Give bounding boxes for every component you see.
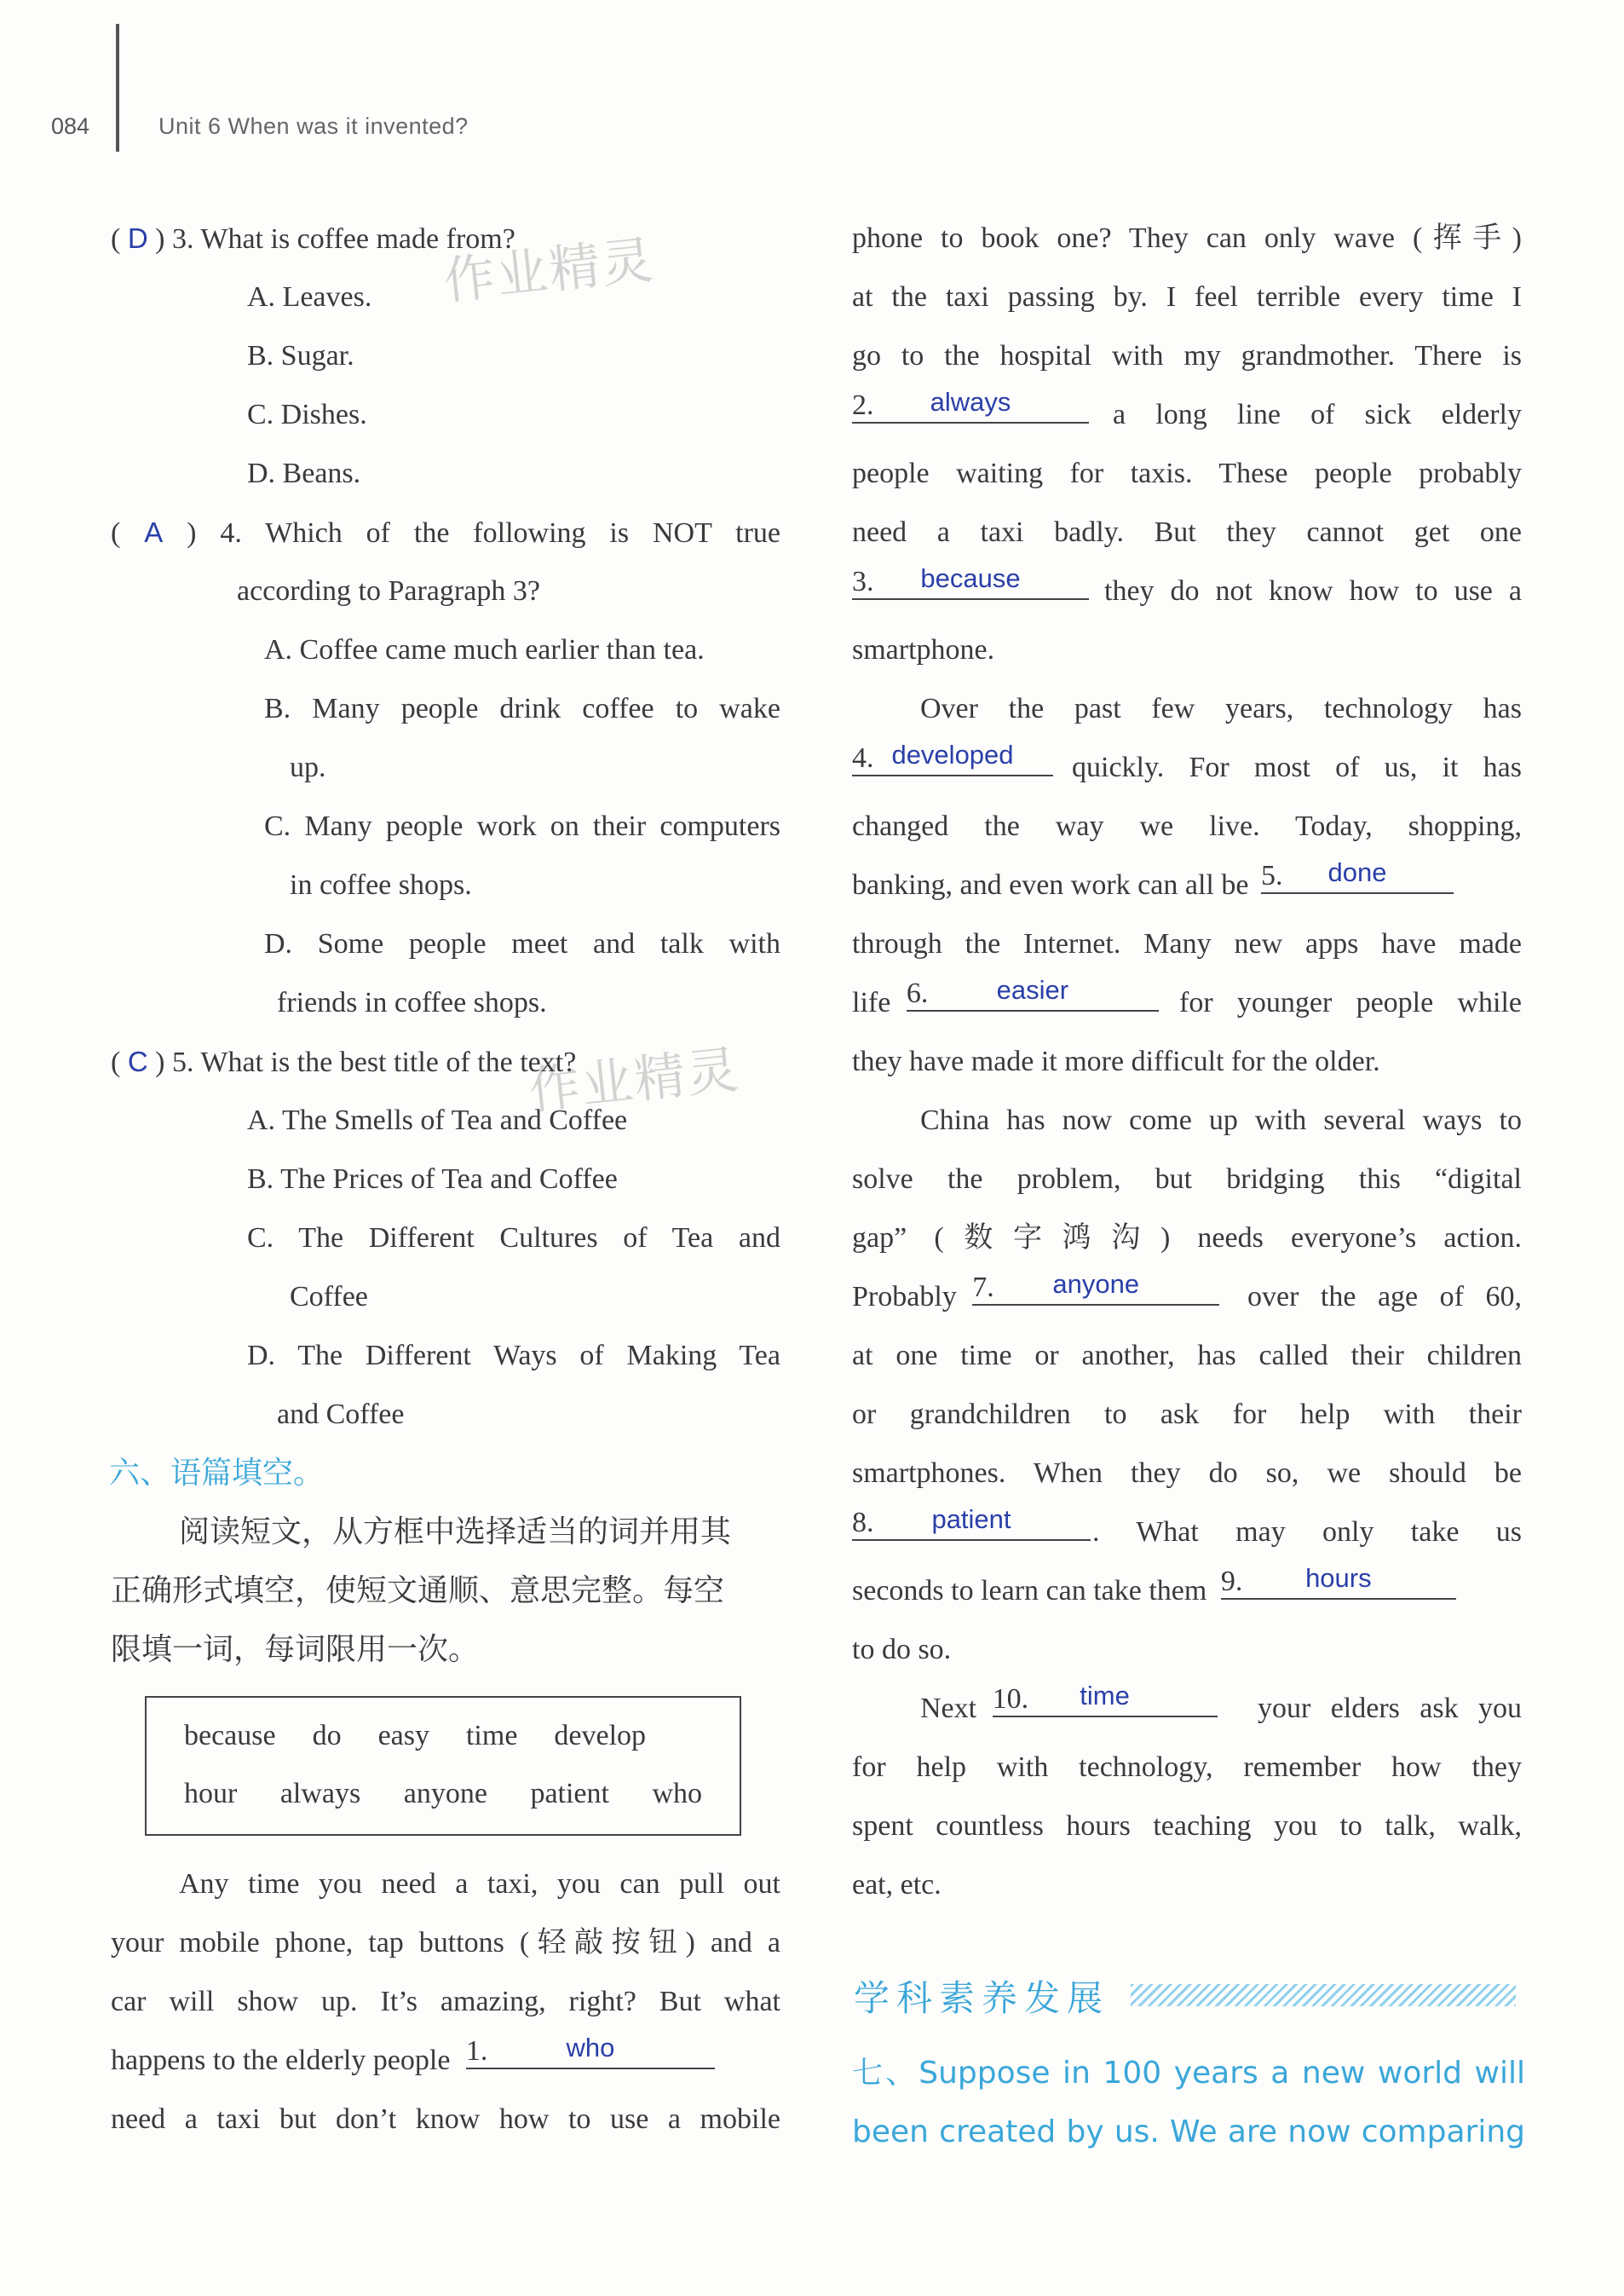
passage-line: solve the problem, but bridging this “digital [852, 1163, 1522, 1195]
question-3: ( D ) 3. What is coffee made from? [111, 222, 515, 255]
option-cont: up. [290, 752, 326, 783]
passage-text: quickly. For most of us, it has [1072, 752, 1522, 783]
word: because [184, 1720, 276, 1751]
blank-number: 2. [852, 389, 874, 421]
blank-answer: patient [931, 1504, 1011, 1534]
word: develop [554, 1720, 647, 1751]
passage-text: seconds to learn can take them [852, 1575, 1207, 1607]
option: C. Many people work on their computers [264, 811, 780, 842]
blank-6[interactable] [907, 976, 1159, 1012]
word: always [279, 1778, 361, 1809]
passage-line: need a taxi but don’t know how to use a mobile [111, 2103, 780, 2135]
passage-text: your elders ask you [1258, 1693, 1522, 1724]
blank-answer: anyone [1052, 1269, 1140, 1299]
passage-line: your mobile phone, tap buttons (轻敲按钮) and a [111, 1927, 780, 1959]
blank-number: 9. [1220, 1566, 1243, 1597]
question-3-text: ) 3. What is coffee made from? [155, 223, 515, 255]
passage-line: to do so. [852, 1634, 952, 1665]
question-4-text: ) 4. Which of the following is NOT true [187, 517, 780, 549]
answer-q5: C [127, 1046, 148, 1077]
option: C. Dishes. [247, 399, 367, 430]
option: D. Beans. [247, 458, 361, 489]
section-6-title: 六、语篇填空。 [109, 1456, 325, 1491]
option: B. Sugar. [247, 340, 354, 372]
passage-line: need a taxi badly. But they cannot get one [852, 516, 1522, 548]
word: who [652, 1778, 703, 1809]
question-7-line: 七、Suppose in 100 years a new world will [852, 2056, 1525, 2091]
option-cont: and Coffee [277, 1399, 405, 1430]
option: B. The Prices of Tea and Coffee [247, 1163, 618, 1195]
band-title: 学科素养发展 [854, 1977, 1110, 2019]
blank-8[interactable] [852, 1505, 1091, 1541]
option: A. The Smells of Tea and Coffee [247, 1105, 628, 1136]
option: D. Some people meet and talk with [264, 928, 780, 960]
passage-text: Next [920, 1693, 977, 1724]
passage-text: Probably [852, 1281, 957, 1312]
blank-number: 3. [852, 566, 874, 597]
blank-7[interactable] [972, 1270, 1219, 1306]
blank-10[interactable] [993, 1682, 1218, 1717]
passage-line-blank-1 [111, 2031, 780, 2090]
unit-title: Unit 6 When was it invented? [158, 113, 469, 139]
right-column [852, 209, 1522, 1914]
passage-line: spent countless hours teaching you to talk, walk, [852, 1810, 1522, 1842]
passage-line: changed the way we live. Today, shopping, [852, 811, 1522, 842]
answer-q3: D [127, 222, 148, 254]
passage-line: smartphone. [852, 634, 995, 666]
passage-line: they have made it more difficult for the older. [852, 1046, 1380, 1077]
question-4-line2: according to Paragraph 3? [237, 575, 540, 607]
blank-answer: hours [1305, 1563, 1372, 1593]
blank-3[interactable] [852, 564, 1089, 600]
passage-line: car will show up. It’s amazing, right? But what [111, 1986, 780, 2017]
passage-text: a long line of sick elderly [1113, 399, 1522, 430]
passage-line: Over the past few years, technology has [920, 693, 1522, 724]
blank-number: 7. [972, 1272, 994, 1303]
passage-line: people waiting for taxis. These people probably [852, 458, 1522, 489]
instruction: 阅读短文，从方框中选择适当的词并用其 [179, 1514, 732, 1549]
option: C. The Different Cultures of Tea and [247, 1222, 780, 1254]
left-column [111, 209, 780, 2149]
option-cont: Coffee [290, 1281, 368, 1312]
blank-number: 10. [992, 1683, 1029, 1715]
page-number: 084 [51, 113, 90, 139]
blank-answer: always [930, 387, 1011, 417]
word: easy [377, 1720, 429, 1751]
blank-number: 8. [852, 1507, 874, 1538]
passage-line: eat, etc. [852, 1869, 942, 1901]
watermark: 作业精灵 [441, 230, 658, 312]
blank-answer: done [1327, 857, 1387, 887]
answer-q4: A [144, 516, 164, 548]
passage-line: Any time you need a taxi, you can pull out [179, 1868, 780, 1900]
word: time [465, 1720, 518, 1751]
instruction: 限填一词，每词限用一次。 [111, 1632, 480, 1667]
passage-line-blank-8 [852, 1503, 1522, 1561]
word: patient [530, 1778, 609, 1809]
passage-line: for help with technology, remember how they [852, 1751, 1522, 1783]
passage-line-blank-5 [852, 856, 1522, 914]
blank-2[interactable] [852, 388, 1089, 424]
blank-1[interactable] [466, 2034, 715, 2069]
passage-line: or grandchildren to ask for help with their [852, 1399, 1522, 1430]
blank-number: 4. [852, 742, 874, 774]
passage-line: at one time or another, has called their children [852, 1340, 1522, 1371]
blank-number: 6. [906, 978, 929, 1009]
option: B. Many people drink coffee to wake [264, 693, 780, 724]
option-cont: in coffee shops. [290, 869, 472, 901]
passage-line: go to the hospital with my grandmother. There is [852, 340, 1522, 372]
passage-line-blank-4 [852, 738, 1522, 797]
passage-text: life [852, 987, 891, 1018]
band-stripe [1131, 1984, 1516, 2006]
passage-text: happens to the elderly people [111, 2045, 451, 2076]
passage-line-blank-9 [852, 1561, 1522, 1620]
word: hour [184, 1778, 238, 1809]
passage-line: phone to book one? They can only wave (挥手) [852, 222, 1522, 254]
word-box-row [184, 1715, 646, 1757]
question-7-line: been created by us. We are now comparing [852, 2114, 1525, 2149]
passage-text: they do not know how to use a [1104, 575, 1522, 607]
passage-text: banking, and even work can all be [852, 869, 1249, 901]
passage-line-blank-10 [852, 1679, 1522, 1738]
section-band [854, 1967, 1518, 2018]
passage-line-blank-7 [852, 1267, 1522, 1326]
word-box-row [184, 1773, 702, 1815]
header-rule [116, 24, 119, 152]
blank-answer: time [1080, 1681, 1130, 1710]
passage-line: through the Internet. Many new apps have made [852, 928, 1522, 960]
watermark: 作业精灵 [526, 1040, 743, 1122]
blank-9[interactable] [1221, 1564, 1456, 1600]
passage-line-blank-3 [852, 562, 1522, 620]
blank-answer: developed [891, 740, 1014, 770]
question-7 [852, 2044, 1525, 2161]
question-5: ( C ) 5. What is the best title of the text? [111, 1046, 577, 1078]
passage-line: gap” (数字鸿沟) needs everyone’s action. [852, 1222, 1522, 1254]
question-4: ( A ) 4. Which of the following is NOT true [111, 516, 780, 549]
option-cont: friends in coffee shops. [277, 987, 547, 1018]
passage-text: for younger people while [1179, 987, 1522, 1018]
blank-answer: easier [996, 975, 1069, 1005]
blank-4[interactable] [852, 741, 1053, 776]
passage-line: China has now come up with several ways to [920, 1105, 1522, 1136]
option: D. The Different Ways of Making Tea [247, 1340, 780, 1371]
passage-line: smartphones. When they do so, we should be [852, 1457, 1522, 1489]
instruction: 正确形式填空，使短文通顺、意思完整。每空 [111, 1573, 725, 1608]
word: do [312, 1720, 342, 1751]
word: anyone [403, 1778, 487, 1809]
question-5-text: ) 5. What is the best title of the text? [155, 1047, 577, 1078]
option: A. Leaves. [247, 281, 372, 313]
passage-line-blank-2 [852, 385, 1522, 444]
word-box [145, 1696, 741, 1836]
passage-line: at the taxi passing by. I feel terrible every time I [852, 281, 1522, 313]
page-header [0, 0, 1624, 170]
passage-line-blank-6 [852, 973, 1522, 1032]
blank-number: 5. [1260, 860, 1283, 891]
passage-text: . What may only take us [1092, 1516, 1522, 1548]
option: A. Coffee came much earlier than tea. [264, 634, 705, 666]
passage-text: over the age of 60, [1247, 1281, 1522, 1312]
blank-5[interactable] [1261, 858, 1454, 894]
blank-answer: who [566, 2033, 615, 2062]
blank-answer: because [920, 563, 1021, 593]
blank-number: 1. [465, 2035, 488, 2067]
